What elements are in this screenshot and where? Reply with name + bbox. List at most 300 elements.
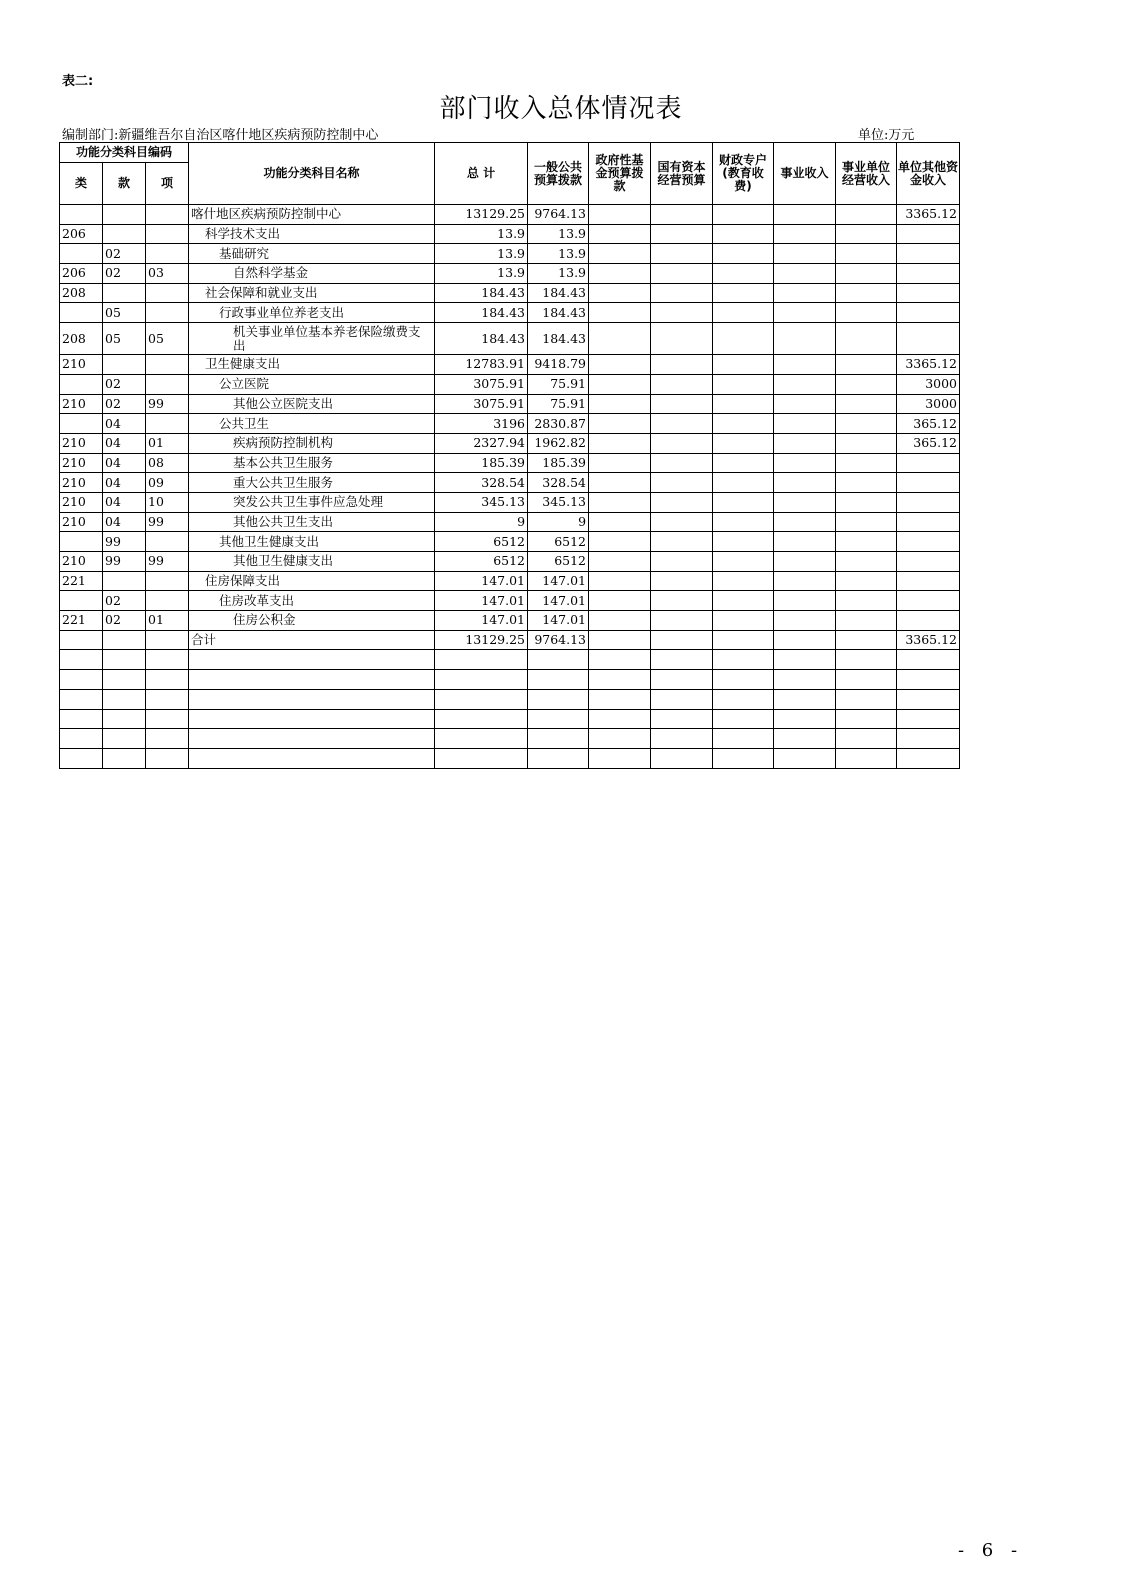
page-title: 部门收入总体情况表	[439, 94, 683, 124]
cell-lei: 221	[60, 571, 103, 591]
cell-state	[651, 414, 713, 434]
cell-state	[651, 355, 713, 375]
cell-state	[651, 591, 713, 611]
cell-total	[435, 650, 528, 670]
cell-general: 147.01	[528, 611, 589, 631]
cell-xiang	[146, 374, 189, 394]
cell-general: 6512	[528, 532, 589, 552]
cell-state	[651, 224, 713, 244]
cell-other	[897, 748, 960, 768]
cell-name: 住房改革支出	[189, 591, 435, 611]
cell-special	[713, 512, 774, 532]
cell-total: 147.01	[435, 591, 528, 611]
cell-general: 9418.79	[528, 355, 589, 375]
cell-total	[435, 709, 528, 729]
empty-row	[60, 709, 960, 729]
cell-business	[774, 374, 836, 394]
cell-general: 184.43	[528, 283, 589, 303]
cell-fund	[589, 532, 651, 552]
cell-kuan	[103, 571, 146, 591]
cell-total	[435, 689, 528, 709]
cell-kuan: 02	[103, 591, 146, 611]
empty-row	[60, 748, 960, 768]
cell-lei	[60, 630, 103, 650]
cell-kuan	[103, 709, 146, 729]
cell-total: 13.9	[435, 264, 528, 284]
cell-business	[774, 650, 836, 670]
cell-total: 184.43	[435, 283, 528, 303]
cell-business	[774, 414, 836, 434]
cell-fund	[589, 414, 651, 434]
table-row	[60, 264, 960, 284]
cell-fund	[589, 729, 651, 749]
cell-operating	[836, 374, 897, 394]
cell-business	[774, 433, 836, 453]
cell-other: 3365.12	[897, 630, 960, 650]
cell-operating	[836, 355, 897, 375]
cell-xiang	[146, 224, 189, 244]
cell-fund	[589, 283, 651, 303]
cell-other	[897, 453, 960, 473]
cell-total: 12783.91	[435, 355, 528, 375]
cell-kuan	[103, 630, 146, 650]
cell-other	[897, 264, 960, 284]
cell-state	[651, 748, 713, 768]
cell-special	[713, 748, 774, 768]
cell-total: 13129.25	[435, 205, 528, 225]
cell-general	[528, 729, 589, 749]
cell-kuan: 99	[103, 552, 146, 572]
cell-lei	[60, 729, 103, 749]
cell-kuan	[103, 748, 146, 768]
cell-xiang	[146, 709, 189, 729]
cell-kuan	[103, 670, 146, 690]
cell-lei: 206	[60, 224, 103, 244]
cell-kuan	[103, 689, 146, 709]
cell-lei: 210	[60, 453, 103, 473]
cell-total: 2327.94	[435, 433, 528, 453]
income-table	[59, 142, 960, 769]
cell-other	[897, 709, 960, 729]
cell-state	[651, 630, 713, 650]
cell-general: 147.01	[528, 571, 589, 591]
cell-lei	[60, 374, 103, 394]
cell-state	[651, 283, 713, 303]
cell-business	[774, 323, 836, 355]
cell-other: 3365.12	[897, 205, 960, 225]
cell-lei: 210	[60, 394, 103, 414]
cell-business	[774, 571, 836, 591]
cell-other	[897, 729, 960, 749]
cell-business	[774, 709, 836, 729]
cell-business	[774, 283, 836, 303]
cell-state	[651, 323, 713, 355]
cell-business	[774, 303, 836, 323]
cell-xiang	[146, 205, 189, 225]
cell-fund	[589, 611, 651, 631]
cell-business	[774, 453, 836, 473]
cell-state	[651, 512, 713, 532]
cell-general: 6512	[528, 552, 589, 572]
cell-kuan: 02	[103, 374, 146, 394]
cell-general	[528, 709, 589, 729]
cell-general: 328.54	[528, 473, 589, 493]
cell-kuan	[103, 224, 146, 244]
cell-xiang	[146, 244, 189, 264]
cell-xiang: 09	[146, 473, 189, 493]
cell-fund	[589, 512, 651, 532]
cell-name: 其他公立医院支出	[189, 394, 435, 414]
cell-total: 9	[435, 512, 528, 532]
cell-business	[774, 552, 836, 572]
header-operating: 事业单位经营收入	[836, 143, 897, 205]
cell-special	[713, 224, 774, 244]
cell-general	[528, 748, 589, 768]
header-xiang: 项	[146, 163, 189, 205]
cell-state	[651, 709, 713, 729]
cell-other: 3000	[897, 374, 960, 394]
cell-kuan: 05	[103, 323, 146, 355]
table-row	[60, 414, 960, 434]
cell-state	[651, 650, 713, 670]
cell-kuan: 04	[103, 453, 146, 473]
cell-name: 社会保障和就业支出	[189, 283, 435, 303]
cell-operating	[836, 283, 897, 303]
cell-lei	[60, 670, 103, 690]
cell-general: 9764.13	[528, 630, 589, 650]
cell-xiang: 99	[146, 552, 189, 572]
cell-other	[897, 303, 960, 323]
cell-fund	[589, 670, 651, 690]
unit-label: 单位:万元	[858, 128, 915, 143]
cell-state	[651, 689, 713, 709]
cell-total	[435, 729, 528, 749]
cell-special	[713, 670, 774, 690]
cell-general: 184.43	[528, 303, 589, 323]
cell-other: 365.12	[897, 414, 960, 434]
cell-business	[774, 264, 836, 284]
cell-operating	[836, 532, 897, 552]
cell-special	[713, 611, 774, 631]
cell-special	[713, 630, 774, 650]
table-row	[60, 453, 960, 473]
cell-other: 365.12	[897, 433, 960, 453]
cell-operating	[836, 670, 897, 690]
cell-xiang	[146, 414, 189, 434]
cell-xiang	[146, 748, 189, 768]
cell-other: 3365.12	[897, 355, 960, 375]
cell-kuan: 02	[103, 394, 146, 414]
table-row	[60, 571, 960, 591]
cell-kuan: 04	[103, 492, 146, 512]
cell-operating	[836, 748, 897, 768]
cell-operating	[836, 473, 897, 493]
cell-business	[774, 205, 836, 225]
cell-state	[651, 244, 713, 264]
cell-business	[774, 611, 836, 631]
cell-xiang: 01	[146, 611, 189, 631]
cell-operating	[836, 709, 897, 729]
cell-lei	[60, 709, 103, 729]
cell-special	[713, 571, 774, 591]
header-business: 事业收入	[774, 143, 836, 205]
cell-name: 基础研究	[189, 244, 435, 264]
cell-state	[651, 729, 713, 749]
cell-special	[713, 729, 774, 749]
cell-special	[713, 433, 774, 453]
table-row	[60, 323, 960, 355]
cell-name	[189, 670, 435, 690]
cell-name	[189, 748, 435, 768]
cell-total	[435, 670, 528, 690]
cell-total: 13.9	[435, 244, 528, 264]
table-row	[60, 591, 960, 611]
cell-xiang	[146, 591, 189, 611]
cell-business	[774, 492, 836, 512]
department-label: 编制部门:新疆维吾尔自治区喀什地区疾病预防控制中心	[62, 128, 379, 143]
cell-name: 合计	[189, 630, 435, 650]
cell-business	[774, 689, 836, 709]
cell-total	[435, 748, 528, 768]
cell-other	[897, 532, 960, 552]
cell-state	[651, 453, 713, 473]
cell-total: 147.01	[435, 611, 528, 631]
cell-total: 3075.91	[435, 394, 528, 414]
table-row	[60, 433, 960, 453]
cell-special	[713, 244, 774, 264]
table-row	[60, 492, 960, 512]
cell-total: 13.9	[435, 224, 528, 244]
cell-special	[713, 709, 774, 729]
cell-kuan: 04	[103, 512, 146, 532]
cell-state	[651, 532, 713, 552]
cell-fund	[589, 355, 651, 375]
cell-kuan: 05	[103, 303, 146, 323]
cell-kuan: 04	[103, 414, 146, 434]
cell-state	[651, 264, 713, 284]
table-row	[60, 473, 960, 493]
empty-row	[60, 670, 960, 690]
cell-total: 147.01	[435, 571, 528, 591]
header-code-group: 功能分类科目编码	[60, 143, 189, 163]
table-row	[60, 283, 960, 303]
cell-operating	[836, 630, 897, 650]
cell-total: 3075.91	[435, 374, 528, 394]
cell-business	[774, 224, 836, 244]
cell-fund	[589, 433, 651, 453]
cell-lei: 210	[60, 473, 103, 493]
cell-business	[774, 670, 836, 690]
cell-total: 328.54	[435, 473, 528, 493]
cell-xiang	[146, 689, 189, 709]
cell-xiang: 99	[146, 512, 189, 532]
cell-general	[528, 670, 589, 690]
cell-name: 公共卫生	[189, 414, 435, 434]
cell-xiang	[146, 670, 189, 690]
table-row	[60, 244, 960, 264]
cell-general: 184.43	[528, 323, 589, 355]
cell-special	[713, 689, 774, 709]
header-lei: 类	[60, 163, 103, 205]
cell-operating	[836, 394, 897, 414]
cell-other	[897, 473, 960, 493]
cell-fund	[589, 630, 651, 650]
cell-xiang: 10	[146, 492, 189, 512]
cell-kuan	[103, 355, 146, 375]
cell-fund	[589, 453, 651, 473]
cell-total: 6512	[435, 532, 528, 552]
cell-name	[189, 729, 435, 749]
cell-other	[897, 689, 960, 709]
cell-business	[774, 244, 836, 264]
cell-lei: 221	[60, 611, 103, 631]
cell-lei	[60, 532, 103, 552]
cell-kuan: 02	[103, 611, 146, 631]
cell-total: 345.13	[435, 492, 528, 512]
cell-special	[713, 283, 774, 303]
cell-kuan: 04	[103, 473, 146, 493]
cell-business	[774, 532, 836, 552]
cell-operating	[836, 591, 897, 611]
cell-lei: 210	[60, 433, 103, 453]
cell-lei: 210	[60, 492, 103, 512]
cell-fund	[589, 492, 651, 512]
cell-state	[651, 611, 713, 631]
cell-operating	[836, 323, 897, 355]
cell-state	[651, 303, 713, 323]
cell-other	[897, 591, 960, 611]
cell-lei: 210	[60, 355, 103, 375]
cell-operating	[836, 303, 897, 323]
header-special: 财政专户(教育收费)	[713, 143, 774, 205]
cell-special	[713, 323, 774, 355]
cell-xiang	[146, 303, 189, 323]
cell-general: 9764.13	[528, 205, 589, 225]
cell-lei: 210	[60, 512, 103, 532]
table-row	[60, 611, 960, 631]
cell-other	[897, 552, 960, 572]
header-name: 功能分类科目名称	[189, 143, 435, 205]
cell-lei: 208	[60, 323, 103, 355]
cell-xiang: 08	[146, 453, 189, 473]
cell-lei	[60, 244, 103, 264]
table-row	[60, 552, 960, 572]
table-row	[60, 374, 960, 394]
cell-special	[713, 650, 774, 670]
table-row	[60, 205, 960, 225]
cell-state	[651, 492, 713, 512]
cell-general: 185.39	[528, 453, 589, 473]
cell-operating	[836, 264, 897, 284]
cell-other	[897, 571, 960, 591]
cell-kuan: 02	[103, 264, 146, 284]
cell-xiang: 99	[146, 394, 189, 414]
cell-operating	[836, 571, 897, 591]
cell-kuan	[103, 283, 146, 303]
cell-business	[774, 394, 836, 414]
cell-operating	[836, 611, 897, 631]
cell-name: 突发公共卫生事件应急处理	[189, 492, 435, 512]
cell-special	[713, 492, 774, 512]
cell-fund	[589, 552, 651, 572]
cell-general	[528, 650, 589, 670]
cell-fund	[589, 323, 651, 355]
cell-other	[897, 244, 960, 264]
cell-lei	[60, 414, 103, 434]
cell-fund	[589, 264, 651, 284]
cell-total: 3196	[435, 414, 528, 434]
cell-state	[651, 433, 713, 453]
cell-operating	[836, 729, 897, 749]
cell-fund	[589, 394, 651, 414]
cell-special	[713, 591, 774, 611]
cell-general: 13.9	[528, 224, 589, 244]
cell-special	[713, 473, 774, 493]
cell-fund	[589, 374, 651, 394]
cell-name: 其他卫生健康支出	[189, 532, 435, 552]
cell-name: 卫生健康支出	[189, 355, 435, 375]
cell-xiang	[146, 355, 189, 375]
cell-lei: 206	[60, 264, 103, 284]
cell-general: 75.91	[528, 394, 589, 414]
table-row	[60, 630, 960, 650]
cell-name: 自然科学基金	[189, 264, 435, 284]
cell-fund	[589, 244, 651, 264]
cell-kuan	[103, 729, 146, 749]
cell-special	[713, 264, 774, 284]
cell-operating	[836, 512, 897, 532]
cell-operating	[836, 492, 897, 512]
cell-special	[713, 303, 774, 323]
cell-name: 基本公共卫生服务	[189, 453, 435, 473]
cell-total: 6512	[435, 552, 528, 572]
cell-business	[774, 591, 836, 611]
cell-business	[774, 729, 836, 749]
cell-lei: 210	[60, 552, 103, 572]
cell-other	[897, 224, 960, 244]
cell-total: 184.43	[435, 303, 528, 323]
cell-xiang	[146, 532, 189, 552]
cell-kuan: 04	[103, 433, 146, 453]
header-fund: 政府性基金预算拨款	[589, 143, 651, 205]
cell-other	[897, 512, 960, 532]
cell-special	[713, 355, 774, 375]
header-total: 总 计	[435, 143, 528, 205]
cell-business	[774, 512, 836, 532]
cell-name	[189, 650, 435, 670]
cell-general: 13.9	[528, 244, 589, 264]
cell-xiang	[146, 729, 189, 749]
cell-xiang: 03	[146, 264, 189, 284]
cell-lei	[60, 748, 103, 768]
cell-fund	[589, 303, 651, 323]
cell-name: 重大公共卫生服务	[189, 473, 435, 493]
cell-operating	[836, 453, 897, 473]
cell-name: 科学技术支出	[189, 224, 435, 244]
cell-other	[897, 611, 960, 631]
cell-state	[651, 394, 713, 414]
cell-name: 其他卫生健康支出	[189, 552, 435, 572]
cell-xiang	[146, 283, 189, 303]
cell-state	[651, 571, 713, 591]
cell-business	[774, 748, 836, 768]
cell-operating	[836, 244, 897, 264]
cell-name: 住房保障支出	[189, 571, 435, 591]
cell-name	[189, 709, 435, 729]
cell-other	[897, 492, 960, 512]
cell-total: 13129.25	[435, 630, 528, 650]
cell-operating	[836, 224, 897, 244]
